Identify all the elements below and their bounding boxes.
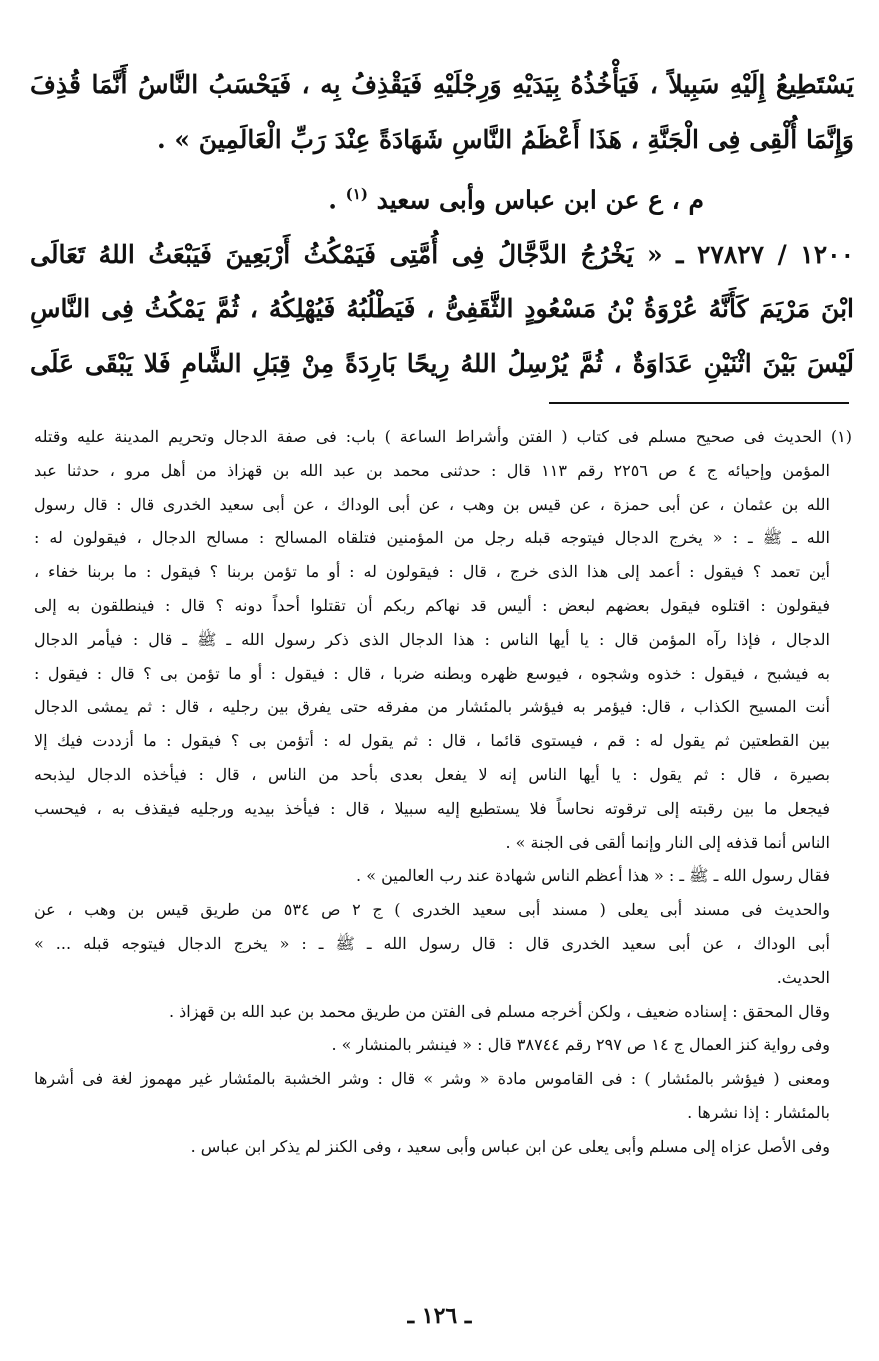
main-line-5: ابْنَ مَرْيَمَ كَأَنَّهُ عُرْوَةُ بْنُ مَسْعُودٍ الثَّقَفِىُّ ، فَيَطْلُبُهُ فَيُهْلِكُهُ ، ثُمَّ يَمْكُثُ فِى النَّاسِ (30, 294, 854, 324)
footnote-line: الحديث. (776, 967, 830, 987)
footnote-line: أين تعمد ؟ فيقول : أعمد إلى هذا الذى خرج ، قال : فيقولون له : أو ما تؤمن بربنا ؟ فيقول : ما بربنا خفاء ، (34, 562, 830, 582)
page-number: ـ ١٢٦ ـ (407, 1303, 472, 1329)
main-line-2: وَإِنَّمَا أُلْقِى فِى الْجَنَّةِ ، هَذَا أَعْظَمُ النَّاسِ شَهَادَةً عِنْدَ رَبِّ الْعَالَمِينَ » . (157, 124, 854, 154)
footnote-line: الله ـ ﷺ ـ : « يخرج الدجال فيتوجه قبله رجل من المؤمنين فتلقاه المسالح : مسالح الدجال ، فيقولون له : (34, 528, 831, 548)
footnote-line: الدجال ، فإذا رآه المؤمن قال : يا أيها الناس : هذا الدجال الذى ذكر رسول الله ـ ﷺ ـ قال : فيأمر الدجال (34, 629, 831, 649)
footnote-line: وقال المحقق : إسناده ضعيف ، ولكن أخرجه مسلم فى الفتن من طريق محمد بن عبد الله بن قهزاذ . (169, 1001, 830, 1021)
footnote-line: والحديث فى مسند أبى يعلى ( مسند أبى سعيد الخدرى ) ج ٢ ص ٥٣٤ من طريق قيس بن وهب ، عن (34, 900, 831, 920)
main-line-4: ١٢٠٠ / ٢٧٨٢٧ ـ « يَخْرُجُ الدَّجَّالُ فِى أُمَّتِى فَيَمْكُثُ أَرْبَعِينَ فَيَبْعَثُ اللهُ تَعَالَى (30, 239, 854, 269)
footnote-line: بين القطعتين ثم يقول له : قم ، فيستوى قائما ، قال : ثم يقول له : أتؤمن بى ؟ فيقول : ما أزددت فيك إلا (34, 731, 831, 751)
main-line-6: لَيْسَ بَيْنَ اثْنَيْنِ عَدَاوَةٌ ، ثُمَّ يُرْسِلُ اللهُ رِيحًا بَارِدَةً مِنْ قِبَلِ الشَّامِ فَلا يَبْقَى عَلَى (30, 348, 854, 378)
footnote-line: الله بن عثمان ، عن أبى حمزة ، عن قيس بن وهب ، عن أبى الوداك ، عن أبى سعيد الخدرى قال : قال رسول (34, 494, 830, 514)
main-line-3: م ، ع عن ابن عباس وأبى سعيد $^{(١)}$ . (328, 185, 704, 215)
footnote-line: فيقولون : اقتلوه فيقول بعضهم لبعض : أليس قد نهاكم ربكم أن تقتلوا أحداً دونه ؟ قال : فينطلقون به إلى (34, 595, 830, 615)
footnote-line: (١) الحديث فى صحيح مسلم فى كتاب ( الفتن وأشراط الساعة ) باب: فى صفة الدجال وتحريم المدينة عليه وقتله (34, 427, 852, 446)
footnote-line: فيجعل ما بين رقبته إلى ترقوته نحاساً فلا يستطيع إليه سبيلا ، قال : فيأخذ بيديه ورجليه فيقذف به ، فيحسب (34, 798, 831, 818)
main-line-1: يَسْتَطِيعُ إِلَيْهِ سَبِيلاً ، فَيَأْخُذُهُ بِيَدَيْهِ وَرِجْلَيْهِ فَيَقْذِفُ بِه ، فَيَحْسَبُ النَّاسُ أَنَّمَا قُذِفَ (30, 70, 854, 99)
footnote-ref: (١) (345, 185, 368, 203)
main-text-block (30, 58, 854, 391)
footnote-line: ومعنى ( فيؤشر بالمئشار ) : فى القاموس مادة « وشر » قال : وشر الخشبة بالمئشار غير مهموز لغة فى أشرها (34, 1069, 830, 1089)
footnote-line: بالمئشار : إذا نشرها . (687, 1102, 830, 1122)
footnotes-block (34, 420, 852, 1164)
footnote-line: الناس أنما قذفه إلى النار وإنما ألقى فى الجنة » . (505, 832, 830, 852)
footnote-line: وفى رواية كنز العمال ج ١٤ ص ٢٩٧ رقم ٣٨٧٤٤ قال : « فينشر بالمنشار » . (331, 1035, 830, 1055)
footnote-line: المؤمن وإحيائه ج ٤ ص ٢٢٥٦ رقم ١١٣ قال : حدثنى محمد بن عبد الله بن قهزاذ من أهل مرو ، حدثنا عبد (34, 460, 831, 480)
footnote-line: أنت المسيح الكذاب ، قال: فيؤمر به فيؤشر بالمئشار من مفرقه حتى يفرق بين رجليه ، قال : ثم يمشى الدجال (34, 697, 830, 717)
footnote-line: بصيرة ، قال : ثم يقول : يا أيها الناس إنه لا يفعل بعدى بأحد من الناس ، قال : فيأخذه الدجال ليذبحه (34, 764, 831, 784)
footnote-line: وفى الأصل عزاه إلى مسلم وأبى يعلى عن ابن عباس وأبى سعيد ، وفى الكنز لم يذكر ابن عباس . (190, 1136, 830, 1156)
footnote-line: به فيشبح ، فيقول : خذوه وشجوه ، فيوسع ظهره وبطنه ضربا ، قال : فيقول : أو ما تؤمن بى ؟ قال : فيقول : (34, 663, 830, 683)
footnote-line: أبى الوداك ، عن أبى سعيد الخدرى قال : قال رسول الله ـ ﷺ ـ : « يخرج الدجال فيتوجه قبله ... » (34, 933, 830, 953)
footnote-divider (549, 402, 849, 404)
footnote-line: فقال رسول الله ـ ﷺ ـ : « هذا أعظم الناس شهادة عند رب العالمين » . (356, 866, 830, 886)
source-citation: م ، ع عن ابن عباس وأبى سعيد (376, 185, 704, 215)
